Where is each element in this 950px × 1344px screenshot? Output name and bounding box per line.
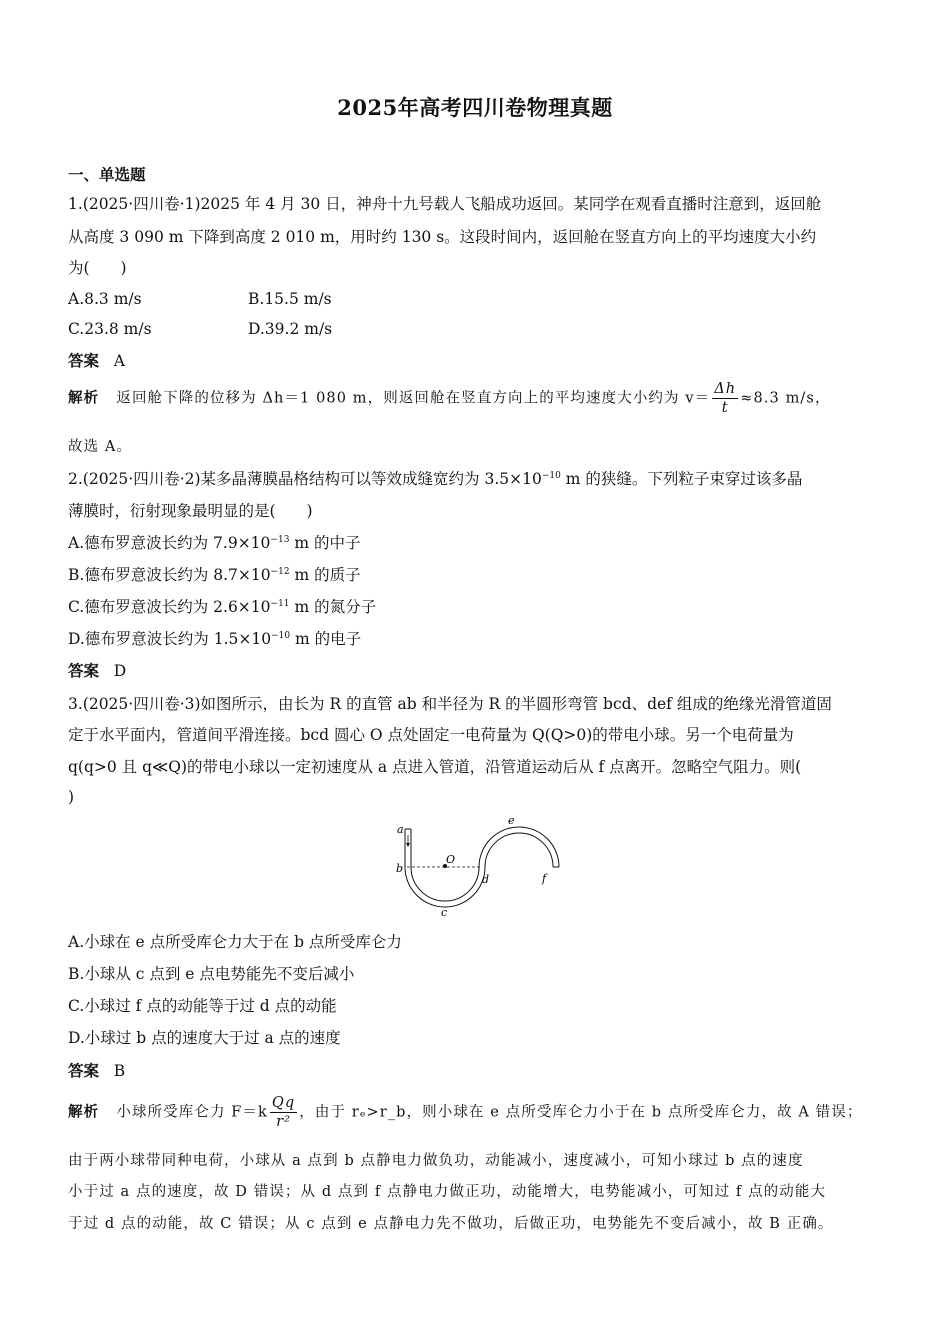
q3-stem-line-2: 定于水平面内，管道间平滑连接。bcd 圆心 O 点处固定一电荷量为 Q(Q>0)的带电小球。另一个电荷量为 [68,726,794,744]
text: m 的中子 [289,534,361,552]
q3-stem-line-1: 3.(2025·四川卷·3)如图所示，由长为 R 的直管 ab 和半径为 R 的半圆形弯管 bcd、def 组成的绝缘光滑管道固 [68,695,832,713]
q2-stem-line-2: 薄膜时，衍射现象最明显的是( ) [68,502,313,520]
q1-option-a: A.8.3 m/s [68,290,142,308]
answer-label: 答案 [68,351,100,370]
label-b: b [396,862,404,875]
pipe-bcd-inner [411,867,479,901]
q3-stem-line-3: q(q>0 且 q≪Q)的带电小球以一定初速度从 a 点进入管道，沿管道运动后从 f 点离开。忽略空气阻力。则( [68,758,802,776]
analysis-text: ≈8.3 m/s， [740,390,831,407]
q3-analysis [68,1094,880,1131]
analysis-text: 返回舱下降的位移为 Δh＝1 080 m，则返回舱在竖直方向上的平均速度大小约为 v＝ [116,390,711,407]
text: m 的狭缝。下列粒子束穿过该多晶 [560,470,803,488]
q1-analysis-line-2: 故选 A。 [68,439,133,455]
label-f: f [542,872,547,885]
q1-answer [68,350,880,372]
label-o: O [446,853,456,866]
q1-option-c: C.23.8 m/s [68,320,152,338]
q3-analysis-line-3: 小于过 a 点的速度，故 D 错误；从 d 点到 f 点静电力做正功，动能增大，电势能减小，可知过 f 点的动能大 [68,1184,827,1200]
arrow-head [406,843,410,847]
text: D.德布罗意波长约为 1.5×10 [68,630,272,648]
q3-answer [68,1060,880,1082]
q1-option-b: B.15.5 m/s [248,290,332,308]
q2-answer [68,660,880,682]
q2-stem-line-1 [68,468,880,490]
fraction [270,1094,297,1131]
q1-stem-line-1: 1.(2025·四川卷·1)2025 年 4 月 30 日，神舟十九号载人飞船成功返回。某同学在观看直播时注意到，返回舱 [68,195,822,213]
q3-option-b: B.小球从 c 点到 e 点电势能先不变后减小 [68,965,355,983]
exponent: −11 [270,599,290,609]
answer-value: A [113,352,125,370]
text: A.德布罗意波长约为 7.9×10 [68,534,271,552]
q2-option-d [68,628,880,650]
label-d: d [482,873,490,886]
pipe-def-inner [485,833,553,867]
q3-option-c: C.小球过 f 点的动能等于过 d 点的动能 [68,997,337,1015]
page-title: 2025年高考四川卷物理真题 [337,95,613,120]
fraction-numerator: Δh [714,381,737,397]
text: 2.(2025·四川卷·2)某多晶薄膜晶格结构可以等效成缝宽约为 3.5×10 [68,470,542,488]
analysis-label: 解析 [68,389,100,407]
label-c: c [441,906,448,919]
exponent: −10 [271,631,291,641]
text: B.德布罗意波长约为 8.7×10 [68,566,271,584]
fraction-denominator: t [721,400,729,416]
answer-value: B [113,1062,126,1080]
label-a: a [397,823,404,836]
text: m 的质子 [289,566,361,584]
exponent: −12 [270,567,290,577]
label-e: e [508,815,515,827]
fraction-numerator: Qq [271,1095,296,1111]
q3-stem-line-4: ) [68,788,75,806]
q1-option-d: D.39.2 m/s [248,320,333,338]
q1-options-row-1 [68,288,880,310]
q2-option-b [68,564,880,586]
q1-analysis [68,380,880,417]
pipe-diagram [385,815,565,923]
q1-options-row-2 [68,318,880,340]
text: m 的电子 [290,630,362,648]
exponent: −10 [541,471,561,481]
fraction [712,380,738,417]
section-heading: 一、单选题 [68,165,146,184]
analysis-text: ，由于 rₑ>r_b，则小球在 e 点所受库仑力小于在 b 点所受库仑力，故 A 错误； [299,1104,863,1121]
answer-label: 答案 [68,661,100,680]
exponent: −13 [270,535,290,545]
answer-label: 答案 [68,1061,100,1080]
analysis-text: 小球所受库仑力 F＝k [116,1104,268,1121]
q2-option-a [68,532,880,554]
text: C.德布罗意波长约为 2.6×10 [68,598,271,616]
q1-stem-line-2: 从高度 3 090 m 下降到高度 2 010 m，用时约 130 s。这段时间内，返回舱在竖直方向上的平均速度大小约 [68,228,817,246]
analysis-label: 解析 [68,1103,100,1121]
answer-value: D [113,662,127,680]
q3-analysis-line-2: 由于两小球带同种电荷，小球从 a 点到 b 点静电力做负功，动能减小，速度减小，可知小球过 b 点的速度 [68,1153,804,1169]
text: m 的氮分子 [289,598,377,616]
fraction-denominator: r² [276,1114,292,1130]
q1-stem-line-3: 为( ) [68,259,127,277]
q3-option-a: A.小球在 e 点所受库仑力大于在 b 点所受库仑力 [68,933,402,951]
q3-option-d: D.小球过 b 点的速度大于过 a 点的速度 [68,1029,341,1047]
q3-analysis-line-4: 于过 d 点的动能，故 C 错误；从 c 点到 e 点静电力先不做功，后做正功，电势能先不变后减小，故 B 正确。 [68,1216,834,1232]
q2-option-c [68,596,880,618]
